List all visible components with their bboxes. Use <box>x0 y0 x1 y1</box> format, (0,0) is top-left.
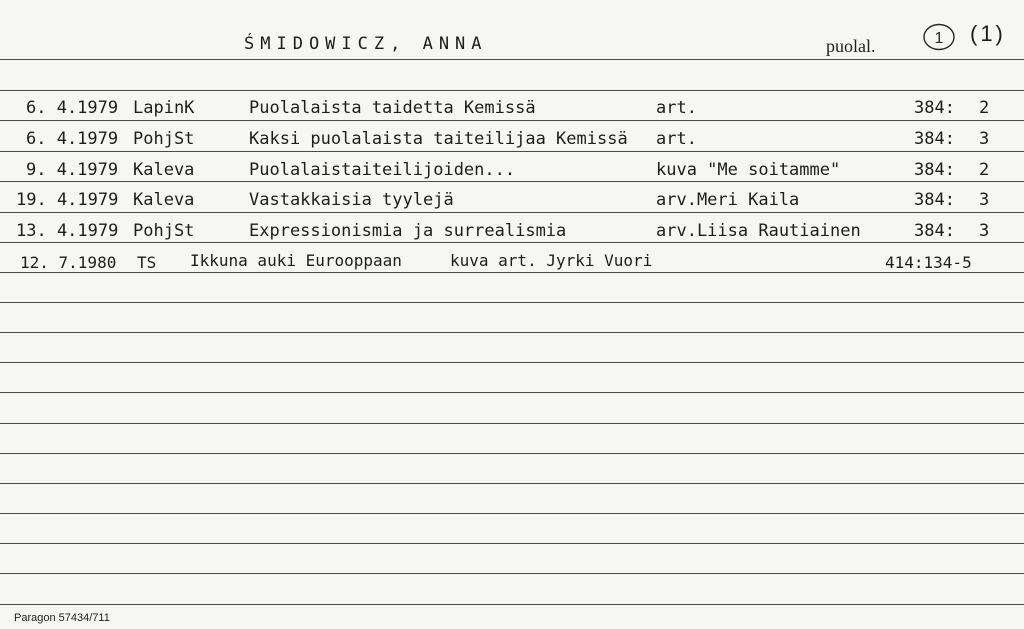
ruled-line <box>0 302 1024 303</box>
entry-title: Expressionismia ja surrealismia <box>249 221 567 241</box>
entry-num: 3 <box>979 190 990 210</box>
entry-type: arv.Meri Kaila <box>656 190 800 210</box>
entry-ref: 414:134-5 <box>885 253 972 272</box>
entry-ref: 384: <box>914 221 955 241</box>
entry-source: PohjSt <box>133 129 195 149</box>
entry-ref: 384: <box>914 190 955 210</box>
header-rule <box>0 59 1024 60</box>
entry-source: Kaleva <box>133 160 195 180</box>
parenthesized-card-number: (1) <box>970 21 1006 46</box>
entry-date: 19. 4.1979 <box>16 190 119 210</box>
entry-source: PohjSt <box>133 221 195 241</box>
entry-type: kuva "Me soitamme" <box>656 160 841 180</box>
entry-date: 13. 4.1979 <box>16 221 119 241</box>
svg-text:1: 1 <box>934 30 944 47</box>
entry-date: 9. 4.1979 <box>26 160 119 180</box>
ruled-line <box>0 423 1024 424</box>
entry-num: 2 <box>979 98 990 118</box>
entry-type: arv.Liisa Rautiainen <box>656 221 861 241</box>
ruled-line <box>0 242 1024 243</box>
ruled-line <box>0 151 1024 152</box>
entry-num: 2 <box>979 160 990 180</box>
ruled-line <box>0 573 1024 574</box>
entry-title: Puolalaista taidetta Kemissä <box>249 98 536 118</box>
person-name: ŚMIDOWICZ, ANNA <box>244 34 488 54</box>
entry-title: Vastakkaisia tyylejä <box>249 190 454 210</box>
entry-num: 3 <box>979 221 990 241</box>
card-print-label: Paragon 57434/711 <box>14 612 110 624</box>
circled-card-number <box>922 22 956 52</box>
language-label: puolal. <box>826 36 876 56</box>
ruled-line <box>0 332 1024 333</box>
ruled-line <box>0 120 1024 121</box>
entry-source: LapinK <box>133 98 195 118</box>
entry-title: Kaksi puolalaista taiteilijaa Kemissä <box>249 129 628 149</box>
ruled-line <box>0 513 1024 514</box>
entry-date: 6. 4.1979 <box>26 98 119 118</box>
entry-type: kuva art. Jyrki Vuori <box>450 251 653 270</box>
ruled-line <box>0 181 1024 182</box>
ruled-line <box>0 212 1024 213</box>
entry-ref: 384: <box>914 98 955 118</box>
ruled-line <box>0 604 1024 605</box>
ruled-line <box>0 453 1024 454</box>
entry-date: 6. 4.1979 <box>26 129 119 149</box>
entry-title: Ikkuna auki Eurooppaan <box>190 251 402 270</box>
ruled-line <box>0 392 1024 393</box>
ruled-line <box>0 483 1024 484</box>
entry-source: TS <box>137 253 157 272</box>
entry-ref: 384: <box>914 160 955 180</box>
ruled-line <box>0 543 1024 544</box>
entry-source: Kaleva <box>133 190 195 210</box>
ruled-line <box>0 362 1024 363</box>
entry-ref: 384: <box>914 129 955 149</box>
entry-date: 12. 7.1980 <box>20 253 117 272</box>
entry-title: Puolalaistaiteilijoiden... <box>249 160 516 180</box>
entry-type: art. <box>656 98 697 118</box>
entry-num: 3 <box>979 129 990 149</box>
circle-mark-icon <box>922 22 956 52</box>
entry-type: art. <box>656 129 697 149</box>
ruled-line <box>0 90 1024 91</box>
